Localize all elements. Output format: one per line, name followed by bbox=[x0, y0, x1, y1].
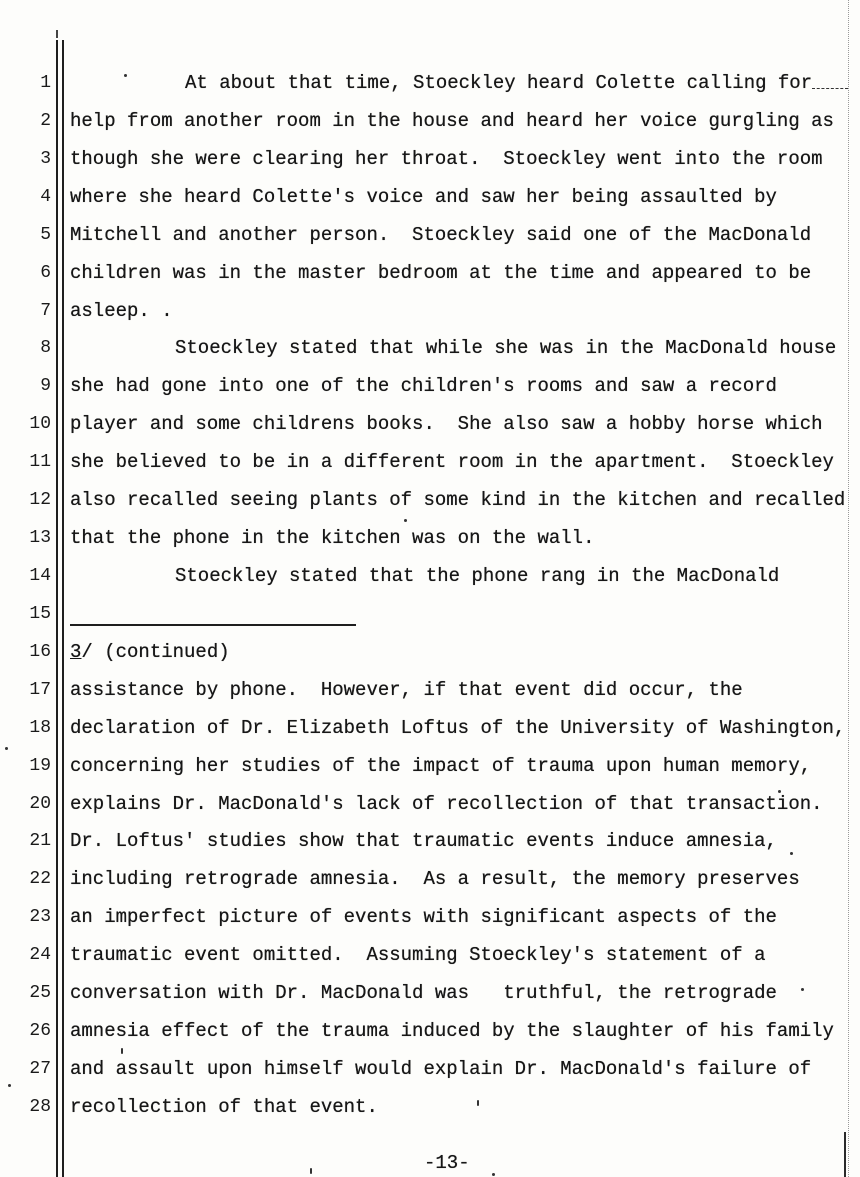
scan-speck bbox=[477, 1100, 479, 1106]
pleading-line bbox=[0, 937, 860, 975]
pleading-line bbox=[0, 103, 860, 141]
footnote-text-line: recollection of that event. bbox=[70, 1095, 378, 1118]
body-text-line: Stoeckley stated that while she was in the MacDonald house bbox=[175, 337, 837, 360]
pleading-line bbox=[0, 558, 860, 596]
scan-speck bbox=[5, 747, 8, 750]
footnote-text-line: and assault upon himself would explain Dr. MacDonald's failure of bbox=[70, 1057, 812, 1080]
pleading-line bbox=[0, 710, 860, 748]
footnote-text-line: an imperfect picture of events with significant aspects of the bbox=[70, 906, 777, 929]
line-number: 22 bbox=[29, 869, 51, 890]
pleading-line bbox=[0, 179, 860, 217]
line-number: 2 bbox=[40, 110, 51, 131]
body-text-line: she had gone into one of the children's rooms and saw a record bbox=[70, 375, 777, 398]
line-number: 6 bbox=[40, 262, 51, 283]
line-number: 21 bbox=[29, 831, 51, 852]
pleading-line bbox=[0, 748, 860, 786]
body-text-line: Mitchell and another person. Stoeckley said one of the MacDonald bbox=[70, 223, 812, 246]
line-number: 11 bbox=[29, 452, 51, 473]
pleading-line bbox=[0, 330, 860, 368]
line-number: 12 bbox=[29, 490, 51, 511]
pleading-line bbox=[0, 1051, 860, 1089]
line-number: 20 bbox=[29, 793, 51, 814]
footnote-heading bbox=[70, 634, 230, 672]
page-number: -13- bbox=[424, 1152, 470, 1174]
pleading-line bbox=[0, 444, 860, 482]
scan-speck bbox=[801, 988, 804, 991]
body-text-line: help from another room in the house and heard her voice gurgling as bbox=[70, 109, 834, 132]
line-number: 13 bbox=[29, 528, 51, 549]
line-number: 27 bbox=[29, 1058, 51, 1079]
pleading-lines bbox=[0, 65, 860, 1127]
body-text-line: children was in the master bedroom at the time and appeared to be bbox=[70, 261, 812, 284]
footnote-text-line: traumatic event omitted. Assuming Stoeckley's statement of a bbox=[70, 944, 766, 967]
body-text-line: asleep. . bbox=[70, 299, 173, 322]
body-text-line: also recalled seeing plants of some kind in the kitchen and recalled bbox=[70, 489, 846, 512]
line-number: 17 bbox=[29, 679, 51, 700]
pleading-line bbox=[0, 596, 860, 634]
body-text-line: player and some childrens books. She also saw a hobby horse which bbox=[70, 413, 823, 436]
line-number: 3 bbox=[40, 148, 51, 169]
pleading-line bbox=[0, 141, 860, 179]
pleading-line bbox=[0, 1089, 860, 1127]
scan-speck bbox=[790, 852, 793, 855]
pleading-line bbox=[0, 823, 860, 861]
pleading-line bbox=[0, 672, 860, 710]
footnote-text-line: conversation with Dr. MacDonald was truthful, the retrograde bbox=[70, 982, 777, 1005]
pleading-line bbox=[0, 255, 860, 293]
footnote-text-line: explains Dr. MacDonald's lack of recollection of that transaction. bbox=[70, 792, 823, 815]
line-number: 9 bbox=[40, 376, 51, 397]
pleading-line bbox=[0, 65, 860, 103]
line-number: 28 bbox=[29, 1096, 51, 1117]
scan-speck bbox=[121, 1048, 123, 1054]
line-number: 5 bbox=[40, 224, 51, 245]
pleading-line bbox=[0, 217, 860, 255]
right-edge-scan-mark bbox=[844, 1132, 846, 1177]
body-text-line: Stoeckley stated that the phone rang in the MacDonald bbox=[175, 564, 780, 587]
line-number: 10 bbox=[29, 414, 51, 435]
pleading-line bbox=[0, 975, 860, 1013]
scan-speck bbox=[310, 1168, 312, 1174]
footnote-text-line: concerning her studies of the impact of trauma upon human memory, bbox=[70, 754, 812, 777]
line-number: 15 bbox=[29, 603, 51, 624]
pleading-line bbox=[0, 368, 860, 406]
pleading-line bbox=[0, 482, 860, 520]
body-text-line: that the phone in the kitchen was on the wall. bbox=[70, 527, 595, 550]
line-number: 26 bbox=[29, 1021, 51, 1042]
pleading-line bbox=[0, 293, 860, 331]
scan-speck bbox=[8, 1084, 11, 1087]
footnote-text-line: declaration of Dr. Elizabeth Loftus of the University of Washington, bbox=[70, 716, 846, 739]
pleading-line bbox=[0, 634, 860, 672]
footnote-text-line: Dr. Loftus' studies show that traumatic events induce amnesia, bbox=[70, 830, 777, 853]
line-number: 23 bbox=[29, 907, 51, 928]
footnote-text-line: amnesia effect of the trauma induced by the slaughter of his family bbox=[70, 1020, 834, 1043]
scan-speck bbox=[124, 74, 127, 77]
pleading-line bbox=[0, 899, 860, 937]
line-number: 14 bbox=[29, 565, 51, 586]
line-number: 18 bbox=[29, 717, 51, 738]
pleading-line bbox=[0, 786, 860, 824]
scan-speck bbox=[492, 1173, 495, 1176]
pleading-line bbox=[0, 406, 860, 444]
pleading-line bbox=[0, 520, 860, 558]
pleading-line bbox=[0, 861, 860, 899]
footnote-number: 3 bbox=[70, 640, 82, 663]
scan-dash-mark bbox=[812, 88, 848, 89]
footnote-text-line: assistance by phone. However, if that event did occur, the bbox=[70, 678, 743, 701]
body-text-line: she believed to be in a different room in the apartment. Stoeckley bbox=[70, 451, 834, 474]
line-number: 8 bbox=[40, 338, 51, 359]
footnote-separator-rule bbox=[70, 624, 356, 626]
body-text-line: where she heard Colette's voice and saw her being assaulted by bbox=[70, 185, 777, 208]
line-number: 7 bbox=[40, 300, 51, 321]
scan-speck bbox=[778, 790, 781, 793]
line-number: 16 bbox=[29, 641, 51, 662]
scan-speck bbox=[404, 519, 407, 522]
line-number: 25 bbox=[29, 983, 51, 1004]
pleading-line bbox=[0, 1013, 860, 1051]
line-number: 4 bbox=[40, 186, 51, 207]
margin-rule-tick bbox=[56, 30, 58, 38]
footnote-continued-label: / (continued) bbox=[81, 640, 230, 663]
body-text-line: At about that time, Stoeckley heard Colette calling for bbox=[185, 72, 813, 94]
line-number: 24 bbox=[29, 945, 51, 966]
body-text-line: though she were clearing her throat. Stoeckley went into the room bbox=[70, 147, 823, 170]
footnote-text-line: including retrograde amnesia. As a result, the memory preserves bbox=[70, 868, 800, 891]
line-number: 1 bbox=[40, 73, 51, 93]
line-number: 19 bbox=[29, 755, 51, 776]
